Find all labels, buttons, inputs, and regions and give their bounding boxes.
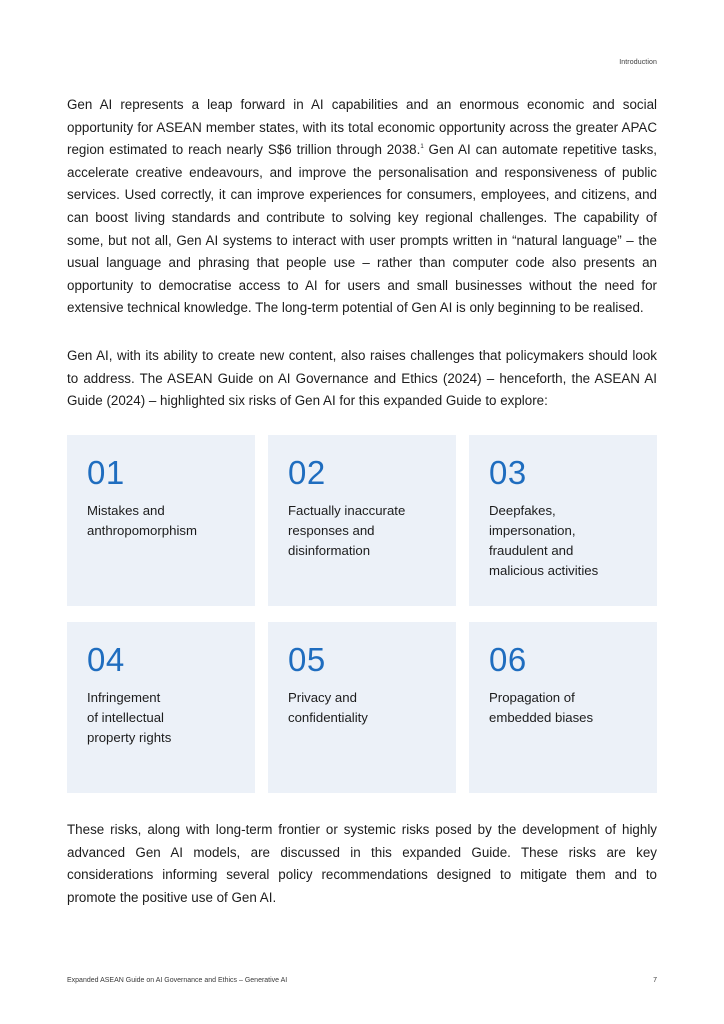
- risk-number: 02: [288, 454, 326, 491]
- closing-paragraph: These risks, along with long-term frontier or systemic risks posed by the development of highly advanced Gen AI models, are discussed in this expanded Guide. These risks are key considerations informing several policy recommendations designed to mitigate them and to promote the positive use of Gen AI.: [67, 822, 657, 905]
- risk-label: [288, 688, 448, 728]
- footer-document-title: Expanded ASEAN Guide on AI Governance and Ethics – Generative AI: [67, 977, 288, 984]
- footnote-reference[interactable]: 1: [420, 144, 424, 151]
- risk-label: [489, 688, 649, 728]
- risk-label: [288, 501, 448, 561]
- risk-label-line: of intellectual: [87, 710, 164, 725]
- risk-label-line: disinformation: [288, 543, 371, 558]
- risk-number: 05: [288, 641, 326, 678]
- risk-label-line: malicious activities: [489, 563, 599, 578]
- risk-label-line: Infringement: [87, 690, 161, 705]
- risk-card-01: [67, 435, 255, 606]
- running-header: Introduction: [619, 59, 657, 66]
- risk-label: [87, 688, 247, 748]
- risk-card-04: [67, 622, 255, 793]
- intro-paragraph-1: [67, 94, 657, 320]
- risk-label: [489, 501, 649, 581]
- risk-label: [87, 501, 247, 541]
- risk-card-06: [469, 622, 657, 793]
- paragraph-1-text-a: Gen AI represents a leap forward in AI capabilities and an enormous economic and social opportunity for ASEAN member states, with its total economic opportunity across the greater APAC region estimated to reach nearly S$6 trillion through 2038.: [67, 97, 657, 158]
- risk-label-line: Deepfakes,: [489, 503, 556, 518]
- risk-card-02: [268, 435, 456, 606]
- risk-label-line: responses and: [288, 523, 375, 538]
- risk-label-line: property rights: [87, 730, 172, 745]
- risk-label-line: confidentiality: [288, 710, 368, 725]
- risk-label-line: Factually inaccurate: [288, 503, 406, 518]
- risk-label-line: fraudulent and: [489, 543, 574, 558]
- risk-number: 04: [87, 641, 125, 678]
- risk-number: 03: [489, 454, 527, 491]
- risk-label-line: Mistakes and: [87, 503, 165, 518]
- risk-label-line: Privacy and: [288, 690, 357, 705]
- risk-label-line: anthropomorphism: [87, 523, 197, 538]
- risk-card-03: [469, 435, 657, 606]
- page-footer: [67, 977, 657, 984]
- risk-card-05: [268, 622, 456, 793]
- paragraph-1-text-b: Gen AI can automate repetitive tasks, accelerate creative endeavours, and improve the personalisation and responsiveness of public services. Used correctly, it can improve experiences for consumers, employees, and citizens, and can boost living standards and contribute to solving key regional challenges. The capability of some, but not all, Gen AI systems to interact with user prompts written in “natural language” – the usual language and phrasing that people use – rather than computer code also presents an opportunity to democratise access to AI for users and small businesses without the need for extensive technical knowledge. The long-term potential of Gen AI is only beginning to be realised.: [67, 142, 657, 316]
- risk-label-line: Propagation of: [489, 690, 575, 705]
- page-number: 7: [653, 977, 657, 984]
- risk-label-line: impersonation,: [489, 523, 576, 538]
- intro-paragraph-2: Gen AI, with its ability to create new content, also raises challenges that policymakers should look to address. The ASEAN Guide on AI Governance and Ethics (2024) – henceforth, the ASEAN AI Guide (2024) – highlighted six risks of Gen AI for this expanded Guide to explore:: [67, 348, 657, 409]
- risk-label-line: embedded biases: [489, 710, 594, 725]
- risk-number: 06: [489, 641, 527, 678]
- risk-number: 01: [87, 454, 125, 491]
